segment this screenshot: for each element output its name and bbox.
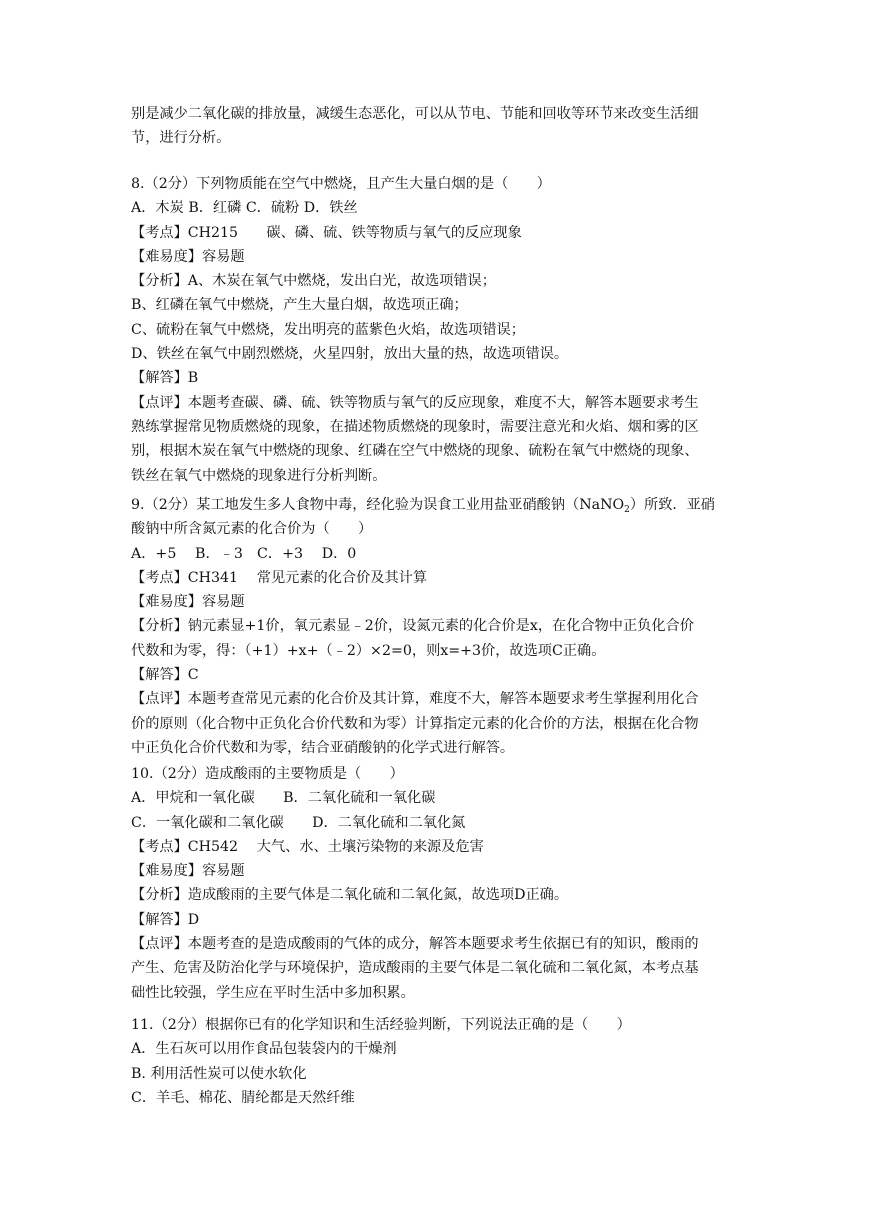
analysis-line: C、硫粉在氧气中燃烧，发出明亮的蓝紫色火焰，故选项错误；: [131, 321, 525, 338]
difficulty: 【难易度】容易题: [131, 863, 245, 880]
answer-option: C．羊毛、棉花、腈纶都是天然纤维: [131, 1089, 355, 1106]
knowledge-point: 【考点】CH215 碳、磷、硫、铁等物质与氧气的反应现象: [131, 224, 522, 241]
answer-line: 【解答】B: [131, 370, 199, 387]
question-stem: 10.（2分）造成酸雨的主要物质是（ ）: [131, 766, 404, 782]
question-stem: 酸钠中所含氮元素的化合价为（ ）: [131, 521, 373, 538]
comment-line: 础性比较强，学生应在平时生活中多加积累。: [131, 984, 415, 1001]
question-stem: [131, 493, 741, 517]
stem-text: ）所致．亚硝: [629, 497, 715, 513]
question-10: [131, 762, 741, 1005]
answer-options: A．木炭 B．红磷 C．硫粉 D．铁丝: [131, 200, 358, 217]
difficulty: 【难易度】容易题: [131, 248, 245, 265]
analysis-line: D、铁丝在氧气中剧烈燃烧，火星四射，放出大量的热，故选项错误。: [131, 346, 569, 363]
comment-line: 铁丝在氧气中燃烧的现象进行分析判断。: [131, 467, 387, 484]
question-8: [131, 172, 741, 488]
analysis-line: B、红磷在氧气中燃烧，产生大量白烟，故选项正确；: [131, 297, 468, 314]
comment-line: 【点评】本题考查碳、磷、硫、铁等物质与氧气的反应现象，难度不大，解答本题要求考生: [131, 394, 699, 411]
comment-line: 熟练掌握常见物质燃烧的现象，在描述物质燃烧的现象时，需要注意光和火焰、烟和雾的区: [131, 418, 699, 435]
analysis-line: 【分析】钠元素显+1价，氧元素显﹣2价，设氮元素的化合价是x，在化合物中正负化合价: [131, 618, 694, 635]
knowledge-point: 【考点】CH542 大气、水、土壤污染物的来源及危害: [131, 838, 484, 855]
answer-options: A．甲烷和一氧化碳 B．二氧化硫和一氧化碳: [131, 790, 436, 807]
question-11: [131, 1013, 741, 1110]
answer-options: A．+5 B．﹣3 C．+3 D．0: [131, 545, 357, 562]
question-stem: 11.（2分）根据你已有的化学知识和生活经验判断，下列说法正确的是（ ）: [131, 1017, 631, 1033]
question-9: [131, 493, 741, 760]
question-stem: 8.（2分）下列物质能在空气中燃烧，且产生大量白烟的是（ ）: [131, 176, 551, 192]
text-line: 别是减少二氧化碳的排放量，减缓生态恶化，可以从节电、节能和回收等环节来改变生活细: [131, 106, 699, 122]
stem-text: 9.（2分）某工地发生多人食物中毒，经化验为误食工业用盐亚硝酸钠（NaNO: [131, 497, 625, 513]
answer-line: 【解答】D: [131, 911, 200, 928]
knowledge-point: 【考点】CH341 常见元素的化合价及其计算: [131, 569, 428, 586]
intro-paragraph: [131, 102, 741, 151]
answer-option: B. 利用活性炭可以使水软化: [131, 1065, 307, 1082]
comment-line: 【点评】本题考查常见元素的化合价及其计算，难度不大，解答本题要求考生掌握利用化合: [131, 691, 699, 708]
text-line: 节，进行分析。: [131, 130, 231, 147]
difficulty: 【难易度】容易题: [131, 594, 245, 611]
answer-line: 【解答】C: [131, 667, 199, 684]
comment-line: 产生、危害及防治化学与环境保护，造成酸雨的主要气体是二氧化硫和二氧化氮，本考点基: [131, 960, 699, 977]
subscript: 2: [624, 505, 630, 515]
comment-line: 价的原则（化合物中正负化合价代数和为零）计算指定元素的化合价的方法，根据在化合物: [131, 715, 699, 732]
analysis-line: 【分析】A、木炭在氧气中燃烧，发出白光，故选项错误；: [131, 273, 496, 290]
comment-line: 【点评】本题考查的是造成酸雨的气体的成分，解答本题要求考生依据已有的知识，酸雨的: [131, 936, 699, 953]
analysis-line: 代数和为零，得：（+1）+x+（﹣2）×2=0，则x=+3价，故选项C正确。: [131, 642, 606, 659]
comment-line: 中正负化合价代数和为零，结合亚硝酸钠的化学式进行解答。: [131, 739, 515, 756]
answer-option: A．生石灰可以用作食品包装袋内的干燥剂: [131, 1041, 397, 1058]
analysis-line: 【分析】造成酸雨的主要气体是二氧化硫和二氧化氮，故选项D正确。: [131, 887, 569, 904]
answer-options: C．一氧化碳和二氧化碳 D．二氧化硫和二氧化氮: [131, 814, 466, 831]
comment-line: 别，根据木炭在氧气中燃烧的现象、红磷在空气中燃烧的现象、硫粉在氧气中燃烧的现象、: [131, 443, 699, 460]
